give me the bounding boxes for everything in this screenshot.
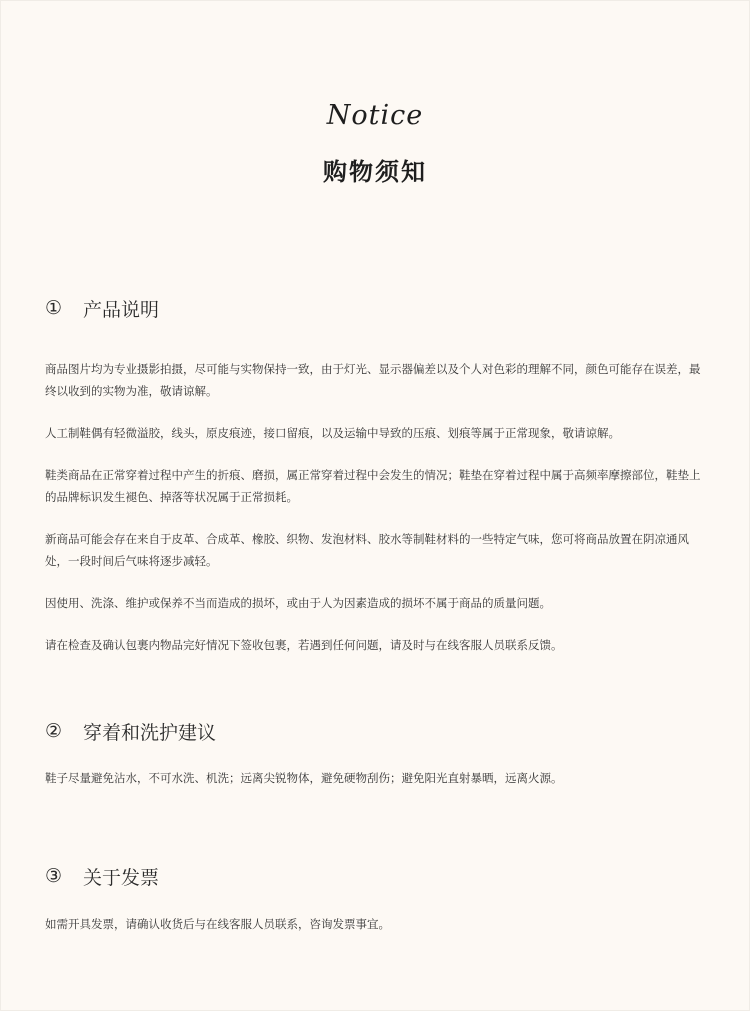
- section-body: [45, 767, 705, 789]
- paragraph: 人工制鞋偶有轻微溢胶，线头，原皮痕迹，接口留痕，以及运输中导致的压痕、划痕等属于正常现象，敬请谅解。: [45, 426, 620, 440]
- paragraph: 请在检查及确认包裹内物品完好情况下签收包裹，若遇到任何问题，请及时与在线客服人员联系反馈。: [45, 638, 563, 652]
- section-heading: [45, 862, 705, 890]
- paragraph: 鞋子尽量避免沾水，不可水洗、机洗；远离尖锐物体，避免硬物刮伤；避免阳光直射暴晒，远离火源。: [45, 771, 563, 785]
- section-body: [45, 358, 705, 656]
- paragraph: 鞋类商品在正常穿着过程中产生的折痕、磨损，属正常穿着过程中会发生的情况；鞋垫在穿着过程中属于高频率摩擦部位，鞋垫上的品牌标识发生褪色、掉落等状况属于正常损耗。: [45, 468, 701, 504]
- section-number: ③: [45, 865, 63, 887]
- section-heading: [45, 717, 705, 745]
- section-invoice: [45, 862, 705, 935]
- paragraph: 如需开具发票，请确认收货后与在线客服人员联系，咨询发票事宜。: [45, 917, 390, 931]
- section-wear-care: [45, 717, 705, 789]
- section-heading: [45, 294, 705, 322]
- section-number: ②: [45, 720, 63, 742]
- paragraph: 商品图片均为专业摄影拍摄，尽可能与实物保持一致，由于灯光、显示器偏差以及个人对色彩的理解不同，颜色可能存在误差，最终以收到的实物为准，敬请谅解。: [45, 362, 701, 398]
- section-body: [45, 913, 705, 935]
- paragraph: 新商品可能会存在来自于皮革、合成革、橡胶、织物、发泡材料、胶水等制鞋材料的一些特定气味，您可将商品放置在阴凉通风处，一段时间后气味将逐步减轻。: [45, 532, 689, 568]
- section-number: ①: [45, 297, 63, 319]
- notice-script-title: Notice: [326, 100, 424, 131]
- section-title: 穿着和洗护建议: [83, 721, 217, 744]
- page-title: 购物须知: [323, 158, 427, 186]
- paragraph: 因使用、洗涤、维护或保养不当而造成的损坏，或由于人为因素造成的损坏不属于商品的质量问题。: [45, 596, 551, 610]
- section-product-description: [45, 294, 705, 676]
- section-title: 关于发票: [83, 866, 160, 889]
- section-title: 产品说明: [83, 298, 160, 321]
